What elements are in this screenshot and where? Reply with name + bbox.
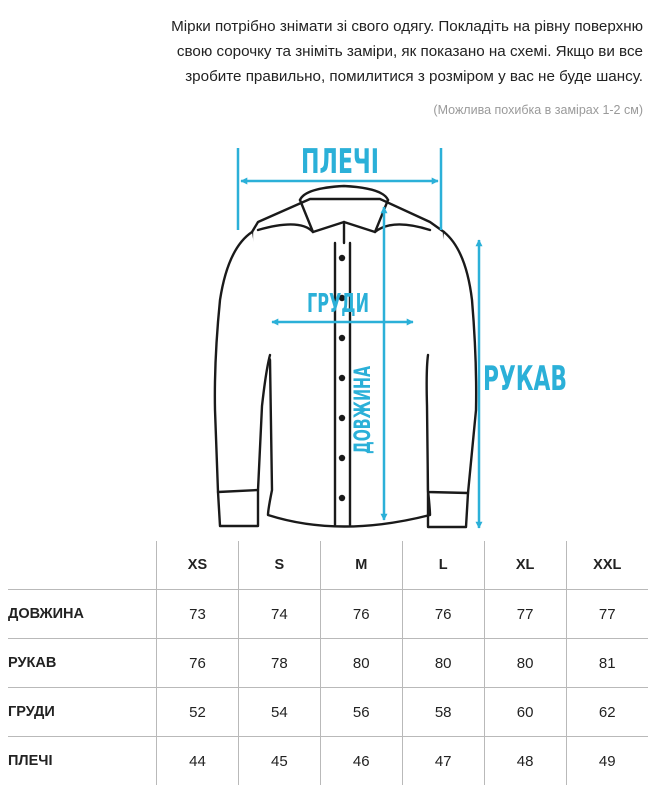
shirt-measurement-diagram [0, 130, 657, 540]
table-cell: 77 [484, 590, 566, 639]
table-cell: 80 [484, 639, 566, 688]
table-cell: 52 [157, 688, 239, 737]
size-header-row [8, 541, 648, 590]
table-cell: 74 [238, 590, 320, 639]
table-cell: 54 [238, 688, 320, 737]
size-header-empty [8, 541, 157, 590]
table-cell: 78 [238, 639, 320, 688]
row-label: РУКАВ [8, 639, 157, 688]
size-header: M [320, 541, 402, 590]
table-cell: 76 [320, 590, 402, 639]
row-label: ДОВЖИНА [8, 590, 157, 639]
size-table [8, 541, 648, 785]
table-cell: 46 [320, 737, 402, 786]
table-cell: 80 [402, 639, 484, 688]
table-cell: 45 [238, 737, 320, 786]
table-row [8, 688, 648, 737]
table-row [8, 737, 648, 786]
instructions-line: свою сорочку та зніміть заміри, як показано на схемі. Якщо ви все [176, 43, 643, 60]
table-cell: 80 [320, 639, 402, 688]
table-cell: 48 [484, 737, 566, 786]
size-header: XXL [566, 541, 648, 590]
chest-label: ГРУДИ [307, 289, 369, 319]
length-label: ДОВЖИНА [351, 318, 376, 454]
table-cell: 56 [320, 688, 402, 737]
table-cell: 58 [402, 688, 484, 737]
table-cell: 49 [566, 737, 648, 786]
shoulders-label: ПЛЕЧІ [301, 142, 379, 182]
table-row [8, 639, 648, 688]
table-cell: 76 [157, 639, 239, 688]
table-cell: 62 [566, 688, 648, 737]
table-cell: 47 [402, 737, 484, 786]
size-header: XL [484, 541, 566, 590]
table-cell: 76 [402, 590, 484, 639]
size-header: L [402, 541, 484, 590]
table-cell: 77 [566, 590, 648, 639]
size-header: XS [157, 541, 239, 590]
tolerance-note: (Можлива похибка в замірах 1-2 см) [433, 103, 643, 117]
size-header: S [238, 541, 320, 590]
row-label: ГРУДИ [8, 688, 157, 737]
sleeve-label: РУКАВ [483, 359, 567, 399]
table-cell: 44 [157, 737, 239, 786]
instructions-line: зробите правильно, помилитися з розміром у вас не буде шансу. [185, 68, 643, 85]
row-label: ПЛЕЧІ [8, 737, 157, 786]
table-cell: 73 [157, 590, 239, 639]
shirt-icon [215, 186, 476, 527]
table-row [8, 590, 648, 639]
table-cell: 60 [484, 688, 566, 737]
instructions-line: Мірки потрібно знімати зі свого одягу. Покладіть на рівну поверхню [171, 18, 643, 35]
table-cell: 81 [566, 639, 648, 688]
instructions-text [13, 14, 643, 89]
